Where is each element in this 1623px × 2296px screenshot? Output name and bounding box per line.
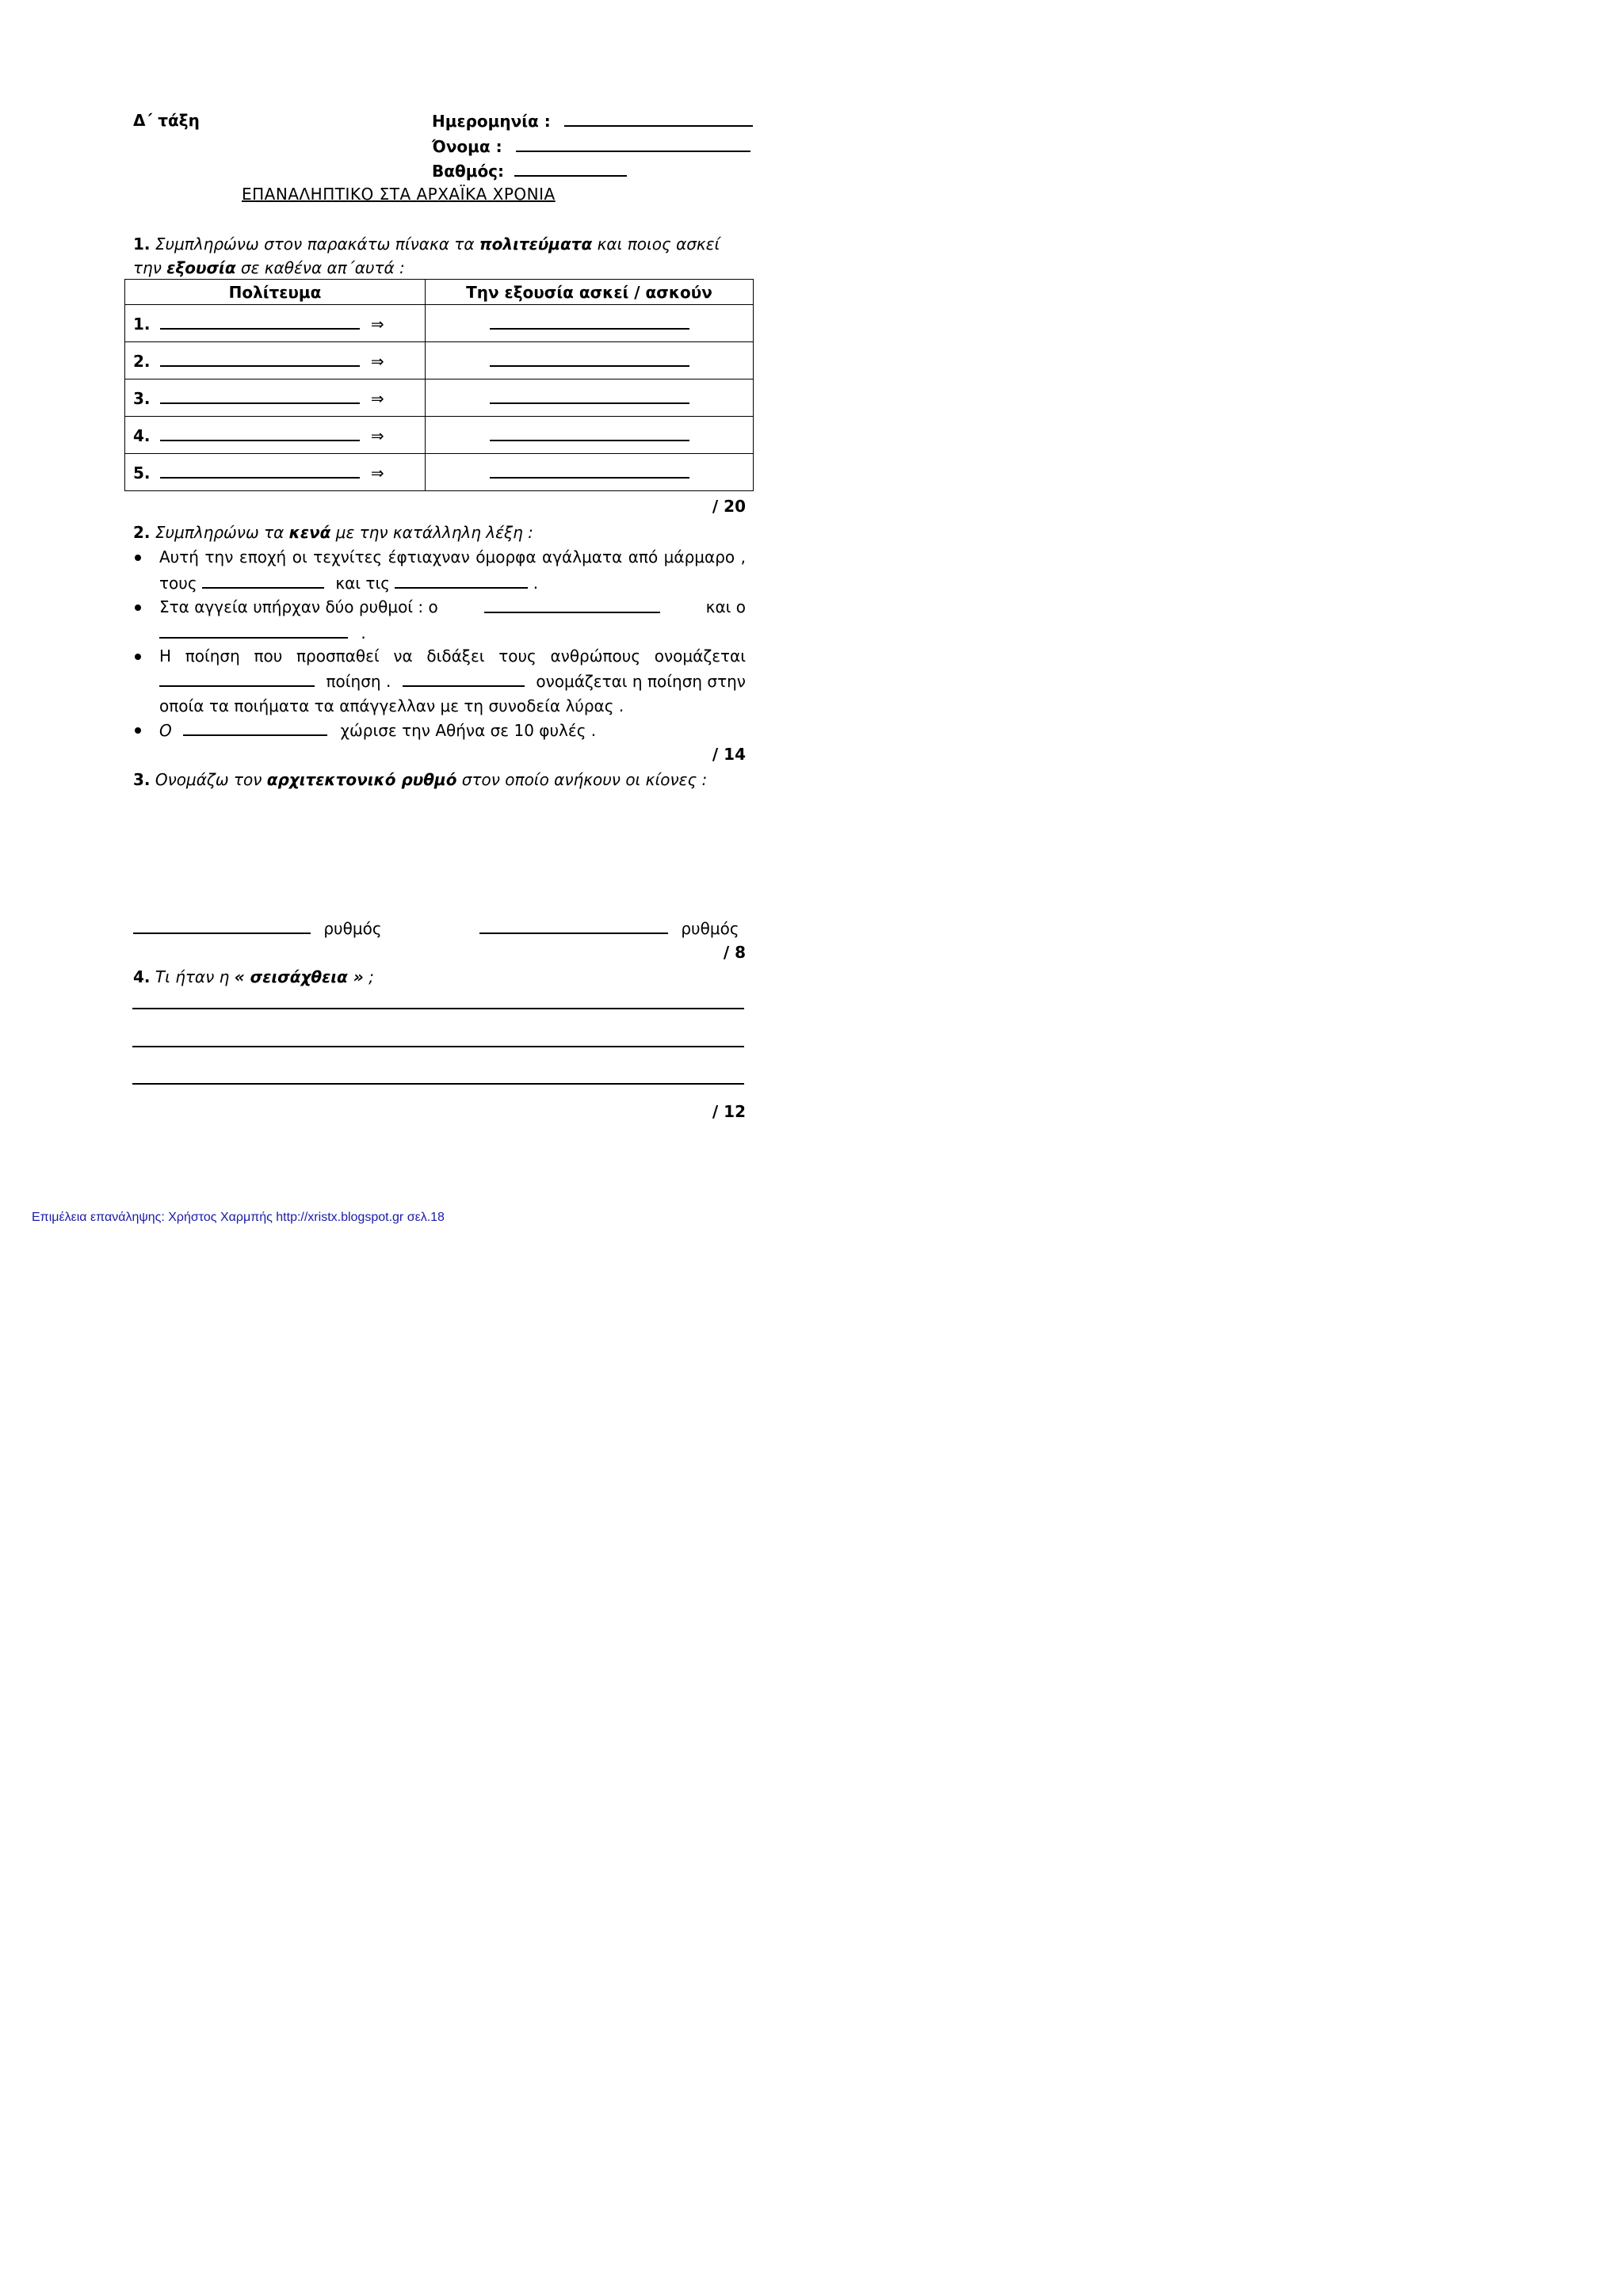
q2-b1-text-a: τους xyxy=(159,574,197,593)
q2-b4-text-a: Ο xyxy=(159,721,172,740)
table-header-row xyxy=(125,280,754,305)
regime-cell xyxy=(125,305,426,342)
arrow-icon: ⇒ xyxy=(370,351,384,371)
table-row xyxy=(125,342,754,379)
date-field[interactable] xyxy=(564,111,753,127)
bullet-icon xyxy=(135,727,141,734)
power-field[interactable] xyxy=(490,463,689,479)
q4-text-b: ; xyxy=(363,967,374,986)
page-title: ΕΠΑΝΑΛΗΠΤΙΚΟ ΣΤΑ ΑΡΧΑΪΚΑ ΧΡΟΝΙΑ xyxy=(242,185,556,204)
regime-field[interactable] xyxy=(160,351,360,367)
q2-b3-line2 xyxy=(159,671,746,691)
q2-blank-3[interactable] xyxy=(484,597,660,613)
regime-field[interactable] xyxy=(160,314,360,330)
q2-blank-4[interactable] xyxy=(159,623,348,639)
q2-b3-line3: οποία τα ποιήματα τα απάγγελλαν με τη συνοδεία λύρας . xyxy=(159,696,624,715)
power-cell xyxy=(426,342,754,379)
regime-field[interactable] xyxy=(160,425,360,441)
power-field[interactable] xyxy=(490,351,689,367)
q2-blank-1[interactable] xyxy=(202,573,324,589)
q2-b2-text-a: Στα αγγεία υπήρχαν δύο ρυθμοί : ο xyxy=(159,597,438,616)
q4-text-a: Τι ήταν η xyxy=(155,967,235,986)
grade-field[interactable] xyxy=(514,161,627,177)
q2-score: / 14 xyxy=(712,745,746,764)
q2-b2-line1 xyxy=(159,597,746,616)
q1-number: 1. xyxy=(133,235,151,254)
q4-prompt xyxy=(133,967,374,986)
arrow-icon: ⇒ xyxy=(370,388,384,408)
q1-text-a: Συμπληρώνω στον παρακάτω πίνακα τα xyxy=(155,235,479,254)
q3-blank-right[interactable] xyxy=(479,918,668,934)
power-field[interactable] xyxy=(490,314,689,330)
regimes-table xyxy=(124,279,754,491)
regime-cell xyxy=(125,454,426,491)
footer-credit: Επιμέλεια επανάληψης: Χρήστος Χαρμπής http://xristx.blogspot.gr σελ.18 xyxy=(32,1211,445,1224)
regime-cell xyxy=(125,379,426,417)
date-label-text: Ημερομηνία : xyxy=(432,112,551,131)
q3-prompt xyxy=(133,770,707,789)
table-row xyxy=(125,417,754,454)
power-cell xyxy=(426,417,754,454)
q2-b2-line2 xyxy=(159,623,366,643)
grade-label xyxy=(432,161,627,181)
regime-cell xyxy=(125,417,426,454)
q1-prompt xyxy=(133,235,745,254)
q2-number: 2. xyxy=(133,523,151,542)
q3-answer-left xyxy=(133,918,382,938)
q2-blank-6[interactable] xyxy=(403,671,525,687)
grade-label-text: Βαθμός: xyxy=(432,162,505,181)
q4-answer-line[interactable] xyxy=(132,1046,744,1047)
q4-number: 4. xyxy=(133,967,151,986)
row-number: 4. xyxy=(133,425,151,445)
q3-blank-left[interactable] xyxy=(133,918,311,934)
q4-score: / 12 xyxy=(712,1102,746,1121)
q1-text-b: και ποιος ασκεί xyxy=(592,235,720,254)
q2-text-bold: κενά xyxy=(288,523,331,542)
q1-score: / 20 xyxy=(712,497,746,516)
col-header-regime: Πολίτευμα xyxy=(125,280,426,305)
q2-blank-7[interactable] xyxy=(183,720,327,736)
row-number: 5. xyxy=(133,463,151,482)
q2-b1-text-b: και τις xyxy=(335,574,390,593)
q3-number: 3. xyxy=(133,770,151,789)
q3-label-left: ρυθμός xyxy=(323,919,382,938)
q1-text-c: την xyxy=(133,258,167,277)
q2-b2-text-c: . xyxy=(361,624,366,643)
q2-b4-text-b: χώρισε την Αθήνα σε 10 φυλές . xyxy=(340,721,597,740)
q2-b3-text-b: ονομάζεται η ποίηση στην xyxy=(536,672,746,691)
name-label-text: Όνομα : xyxy=(432,137,502,156)
q2-b2-text-b: και ο xyxy=(705,597,746,616)
table-row xyxy=(125,305,754,342)
q2-prompt xyxy=(133,523,533,542)
bullet-icon xyxy=(135,605,141,611)
q2-blank-2[interactable] xyxy=(395,573,528,589)
regime-field[interactable] xyxy=(160,463,360,479)
q2-b1-text-c: . xyxy=(533,574,539,593)
q4-text-bold: « σεισάχθεια » xyxy=(234,967,364,986)
power-field[interactable] xyxy=(490,425,689,441)
row-number: 2. xyxy=(133,351,151,371)
q3-text-a: Ονομάζω τον xyxy=(155,770,267,789)
q3-answer-right xyxy=(479,918,739,938)
q4-answer-line[interactable] xyxy=(132,1083,744,1085)
col-header-power: Την εξουσία ασκεί / ασκούν xyxy=(426,280,754,305)
q3-text-b: στον οποίο ανήκουν οι κίονες : xyxy=(456,770,708,789)
power-cell xyxy=(426,305,754,342)
name-field[interactable] xyxy=(516,136,750,152)
regime-field[interactable] xyxy=(160,388,360,404)
q2-b4-line xyxy=(159,720,596,740)
bullet-icon xyxy=(135,555,141,561)
q1-text-bold2: εξουσία xyxy=(166,258,236,277)
table-row xyxy=(125,379,754,417)
q2-blank-5[interactable] xyxy=(159,671,315,687)
table-row xyxy=(125,454,754,491)
q2-text-a: Συμπληρώνω τα xyxy=(155,523,289,542)
arrow-icon: ⇒ xyxy=(370,463,384,482)
row-number: 1. xyxy=(133,314,151,334)
q3-score: / 8 xyxy=(723,943,746,962)
power-field[interactable] xyxy=(490,388,689,404)
q3-text-bold: αρχιτεκτονικό ρυθμό xyxy=(266,770,457,789)
q2-b3-line1: Η ποίηση που προσπαθεί να διδάξει τους ανθρώπους ονομάζεται xyxy=(159,646,746,666)
q2-b3-text-a: ποίηση . xyxy=(326,672,391,691)
q1-text-bold: πολιτεύματα xyxy=(479,235,593,254)
arrow-icon: ⇒ xyxy=(370,314,384,334)
power-cell xyxy=(426,379,754,417)
arrow-icon: ⇒ xyxy=(370,425,384,445)
q2-text-b: με την κατάλληλη λέξη : xyxy=(330,523,533,542)
bullet-icon xyxy=(135,654,141,660)
q2-b1-line1: Αυτή την εποχή οι τεχνίτες έφτιαχναν όμορφα αγάλματα από μάρμαρο , xyxy=(159,547,746,566)
q2-b1-line2 xyxy=(159,573,538,593)
q4-answer-line[interactable] xyxy=(132,1008,744,1009)
row-number: 3. xyxy=(133,388,151,408)
q1-prompt-line2 xyxy=(133,258,405,277)
name-label xyxy=(432,136,750,156)
date-label xyxy=(432,111,753,131)
regime-cell xyxy=(125,342,426,379)
class-label: Δ΄ τάξη xyxy=(133,111,200,130)
q3-label-right: ρυθμός xyxy=(681,919,739,938)
power-cell xyxy=(426,454,754,491)
q1-text-d: σε καθένα απ΄αυτά : xyxy=(235,258,405,277)
